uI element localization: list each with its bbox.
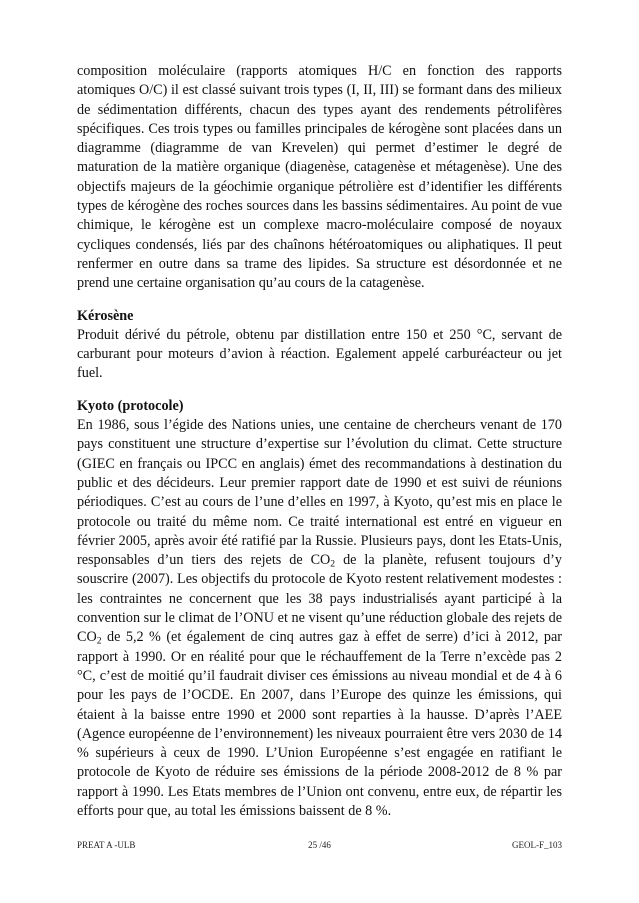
kyoto-text-part-3: de 5,2 % (et également de cinq autres gaz à effet de serre) d’ici à 2012, par rapport à 1990. Or en réalité pour que le réchauffement de la Terre n’excède pas 2 °C, c’est de moitié qu’il faudrait diviser ces émissions au niveau mondial et de 4 à 6 pour les pays de l’OCDE. En 2007, dans l’Europe des quinze les émissions, qui étaient à la baisse entre 1990 et 2000 sont reparties à la hausse. D’après l’AEE (Agence européenne de l’environnement) les niveaux pourraient être vers 2030 de 14 % supérieurs à ceux de 1990. L’Union Européenne s’est engagée en ratifiant le protocole de Kyoto de réduire ses émissions de la période 2008-2012 de 8 % par rapport à 1990. Les Etats membres de l’Union ont convenu, entre eux, de répartir les efforts pour que, au total les émissions baissent de 8 %. (77, 629, 562, 819)
kyoto-section (77, 397, 562, 822)
page-footer (77, 840, 562, 854)
kyoto-text-part-2: de la planète, refusent toujours d’y souscrire (2007). Les objectifs du protocole de Kyoto restent relativement modestes : les contraintes ne concernent que les 38 pays industrialisés ayant participé à la convention sur le climat de l’ONU et ne visent qu’une réduction globale des rejets de CO (77, 552, 562, 646)
co2-subscript-1: 2 (330, 558, 336, 570)
footer-course-code: GEOL-F_103 (512, 840, 562, 850)
co2-subscript-2: 2 (96, 635, 102, 647)
kerosene-heading: Kérosène (77, 307, 134, 324)
footer-author: PREAT A -ULB (77, 840, 136, 850)
footer-page-number: 25 /46 (308, 840, 331, 850)
kyoto-paragraph (77, 416, 562, 821)
kyoto-text-part-1: En 1986, sous l’égide des Nations unies, une centaine de chercheurs venant de 170 pays constituent une structure d’expertise sur l’évolution du climat. Cette structure (GIEC en français ou IPCC en anglais) émet des recommandations à destination du public et des décideurs. Leur premier rapport date de 1990 et est suivi de réunions périodiques. C’est au cours de l’une d’elles en 1997, à Kyoto, qu’est mis en place le protocole ou traité du même nom. Ce traité international est entré en vigueur en février 2005, après avoir été ratifié par la Russie. Plusieurs pays, dont les Etats-Unis, responsables d’un tiers des rejets de CO (77, 417, 562, 569)
kerosene-section (77, 307, 562, 384)
kerosene-paragraph: Produit dérivé du pétrole, obtenu par distillation entre 150 et 250 °C, servant de carburant pour moteurs d’avion à réaction. Egalement appelé carburéacteur ou jet fuel. (77, 326, 562, 382)
kyoto-heading: Kyoto (protocole) (77, 397, 184, 414)
intro-paragraph: composition moléculaire (rapports atomiques H/C en fonction des rapports atomiques O/C) il est classé suivant trois types (I, II, III) se formant dans des milieux de sédimentation différents, chacun des types ayant des rendements pétrolifères spécifiques. Ces trois types ou familles principales de kérogène sont placées dans un diagramme (diagramme de van Krevelen) qui permet d’estimer le degré de maturation de la matière organique (diagenèse, catagenèse et métagenèse). Une des objectifs majeurs de la géochimie organique pétrolière est d’identifier les différents types de kérogène des roches sources dans les bassins sédimentaires. Au point de vue chimique, le kérogène est un complexe macro-moléculaire composé de noyaux cycliques condensés, liés par des chaînons hétéroatomiques ou aliphatiques. Il peut renfermer en outre dans sa trame des lipides. Sa structure est désordonnée et ne prend une certaine organisation qu’au cours de la catagenèse. (77, 63, 562, 292)
page-body (77, 62, 562, 821)
